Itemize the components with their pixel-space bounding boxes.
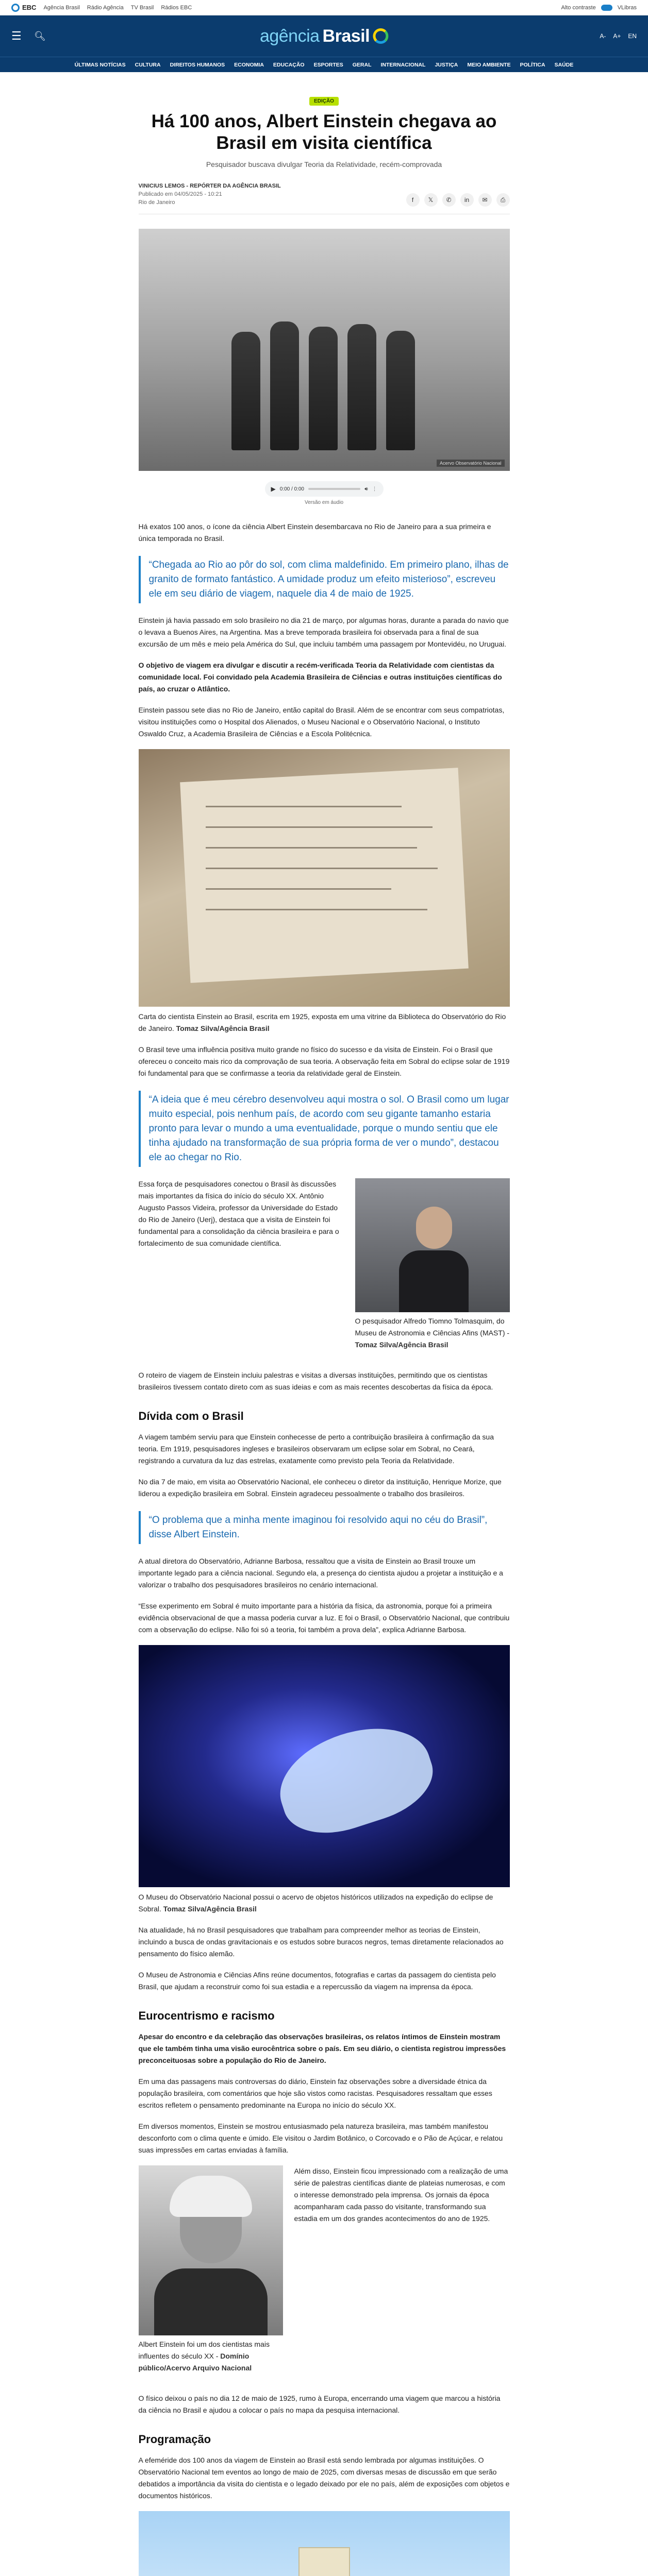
caption-text: Carta do cientista Einstein ao Brasil, escrita em 1925, exposta em uma vitrine da Biblioteca do Observatório do Rio de Janeiro. [138, 1012, 506, 1032]
article [139, 72, 510, 2576]
site-logo[interactable] [260, 26, 388, 46]
nav-item-ultimas[interactable]: ÚLTIMAS NOTÍCIAS [74, 61, 126, 68]
paragraph: Essa força de pesquisadores conectou o Brasil às discussões mais importantes da física do início do século XX. Antônio Augusto Passos Videira, professor da Universidade do Estado do Rio de Janeiro (Uerj), destaca que a visita de Einstein foi fundamental para a consolidação da ciência brasileira e para o fortalecimento de sua comunidade científica. [138, 1180, 339, 1247]
document-sheet [180, 768, 469, 983]
contrast-switch-icon[interactable] [601, 5, 612, 11]
article-subtitle: Pesquisador buscava divulgar Teoria da Relatividade, recém-comprovada [206, 160, 442, 168]
paragraph: Einstein passou sete dias no Rio de Janeiro, então capital do Brasil. Além de se encontrar com seus compatriotas, visitou instituições como o Hospital dos Alienados, o Museu Nacional e o Observatório Nacional, o Instituto Oswaldo Cruz, a Academia Brasileira de Ciências e a Escola Politécnica. [138, 706, 505, 738]
print-icon[interactable]: ⎙ [496, 193, 510, 207]
document-line [206, 806, 402, 807]
hero-photo [139, 229, 510, 471]
building-photo [139, 2511, 510, 2576]
contrast-toggle[interactable]: Alto contraste [561, 4, 596, 11]
logo-text-bold: Brasil [322, 26, 370, 46]
photo-figure [309, 327, 338, 450]
font-decrease-button[interactable]: A- [600, 32, 606, 40]
float-block [139, 2165, 510, 2383]
ebc-logo-icon [11, 4, 20, 12]
audio-player[interactable] [265, 481, 384, 497]
document-line [206, 868, 438, 869]
hamburger-menu-icon[interactable]: ☰ [11, 29, 22, 42]
section-heading: Programação [138, 2433, 211, 2446]
document-line [206, 888, 391, 890]
language-button[interactable]: EN [628, 32, 637, 40]
category-nav [0, 57, 648, 72]
audio-label: Versão em áudio [304, 500, 344, 505]
audio-time: 0:00 / 0:00 [279, 486, 304, 492]
search-icon[interactable]: 🔍︎ [34, 30, 46, 41]
linkedin-icon[interactable]: in [460, 193, 474, 207]
paragraph: Além disso, Einstein ficou impressionado com a realização de uma série de palestras científicas diante de plateias numerosas, e com o interesse demonstrado pela imprensa. Os jornais da época acompanharam cada passo do visitante, transformando sua estadia em um dos grandes acontecimentos do ano de 1925. [294, 2167, 508, 2223]
photo-hair [170, 2176, 252, 2217]
ebc-link[interactable]: Rádios EBC [161, 4, 192, 11]
document-line [206, 826, 433, 828]
paragraph: No dia 7 de maio, em visita ao Observatório Nacional, ele conheceu o diretor da instituição, Henrique Morize, que liderou a expedição brasileira em Sobral. Einstein agradeceu pessoalmente o trabalho dos brasileiros. [138, 1478, 502, 1498]
researcher-photo [355, 1178, 510, 1312]
caption-text: Albert Einstein foi um dos cientistas mais influentes do século XX - [138, 2340, 270, 2360]
nav-item-direitos-humanos[interactable]: DIREITOS HUMANOS [170, 61, 225, 68]
paragraph: O físico deixou o país no dia 12 de maio de 1925, rumo à Europa, encerrando uma viagem que marcou a história da ciência no Brasil e ajudou a colocar o país no mapa da pesquisa internacional. [138, 2394, 501, 2414]
document-line [206, 847, 417, 849]
gov-bar [0, 0, 648, 15]
pull-quote: “O problema que a minha mente imaginou foi resolvido aqui no céu do Brasil”, disse Albert Einstein. [139, 1511, 510, 1544]
caption-credit: Tomaz Silva/Agência Brasil [176, 1024, 270, 1032]
logo-text-light: agência [259, 26, 320, 46]
author-name: VINICIUS LEMOS - REPÓRTER DA AGÊNCIA BRASIL [138, 183, 281, 189]
vlibras-button[interactable]: VLibras [617, 4, 637, 11]
section-heading: Dívida com o Brasil [138, 1410, 244, 1422]
paragraph: O Museu de Astronomia e Ciências Afins reúne documentos, fotografias e cartas da passagem do cientista pelo Brasil, que ajudam a reconstruir como foi sua estadia e a repercussão da viagem na imprensa da época. [138, 1971, 496, 1991]
site-header [0, 15, 648, 57]
paragraph: O roteiro de viagem de Einstein incluiu palestras e visitas a diversas instituições, permitindo que os cientistas brasileiros tivessem contato direto com as suas ideias e com as mais recentes descobertas da física da época. [138, 1371, 493, 1391]
ebc-portal-links [43, 5, 192, 11]
photo-caption [355, 1315, 510, 1351]
email-icon[interactable]: ✉ [478, 193, 492, 207]
paragraph: O Brasil teve uma influência positiva muito grande no físico do sucesso e da visita de Einstein. Foi o Brasil que ofereceu o conceito mais rico da comprovação de sua teoria. A observação feita em Sobral do eclipse solar de 1919 foi fundamental para que se confirmasse a teoria da relatividade geral de Einstein. [138, 1045, 510, 1077]
photo-caption [139, 1011, 510, 1035]
paragraph: Há exatos 100 anos, o ícone da ciência Albert Einstein desembarcava no Rio de Janeiro para a sua primeira e única temporada no Brasil. [138, 522, 491, 543]
paragraph: A viagem também serviu para que Einstein conhecesse de perto a contribuição brasileira à confirmação da sua teoria. Em 1919, pesquisadores ingleses e brasileiros observaram um eclipse solar em Sobral, no Ceará, registrando a curvatura da luz das estrelas, exatamente como previsto pela Teoria da Relatividade. [138, 1433, 494, 1465]
nav-item-educacao[interactable]: EDUCAÇÃO [273, 61, 305, 68]
building-tower [298, 2547, 350, 2576]
volume-icon[interactable]: 🔊︎ [364, 486, 368, 492]
museum-photo [139, 1645, 510, 1887]
twitter-icon[interactable]: 𝕏 [424, 193, 438, 207]
location: Rio de Janeiro [138, 199, 175, 206]
paragraph: Apesar do encontro e da celebração das observações brasileiras, os relatos íntimos de Einstein mostram que ele também tinha uma visão eurocêntrica sobre o país. Em seu diário, o cientista registrou impressões preconceituosas sobre a população do Rio de Janeiro. [138, 2032, 506, 2064]
photo-figure [386, 331, 415, 450]
caption-credit: Domínio público/Acervo Arquivo Nacional [138, 2352, 252, 2372]
document-line [206, 909, 427, 910]
photo-torso [154, 2268, 268, 2335]
more-options-icon[interactable]: ⋮ [372, 486, 377, 492]
photo-torso [399, 1250, 469, 1312]
byline [139, 182, 281, 207]
font-increase-button[interactable]: A+ [613, 32, 621, 40]
whatsapp-icon[interactable]: ✆ [442, 193, 456, 207]
section-badge[interactable]: EDIÇÃO [309, 97, 339, 106]
play-icon[interactable]: ▶ [271, 485, 276, 493]
caption-credit: Tomaz Silva/Agência Brasil [163, 1905, 257, 1913]
nav-item-esportes[interactable]: ESPORTES [313, 61, 343, 68]
article-body [139, 521, 510, 2576]
museum-exhibit [267, 1711, 443, 1847]
paragraph: O objetivo de viagem era divulgar e discutir a recém-verificada Teoria da Relatividade com cientistas da comunidade local. Foi convidado pela Academia Brasileira de Ciências e outras instituições científicas do país, ao cruzar o Atlântico. [138, 661, 502, 693]
paragraph: A atual diretora do Observatório, Adrianne Barbosa, ressaltou que a visita de Einstein ao Brasil trouxe um importante legado para a ciência nacional. Segundo ela, a presença do cientista ajudou a projetar a instituição e a valorizar o trabalho dos pesquisadores brasileiros no cenário internacional. [138, 1557, 503, 1589]
paragraph: Em diversos momentos, Einstein se mostrou entusiasmado pela natureza brasileira, mas também manifestou desconforto com o clima quente e úmido. Ele visitou o Jardim Botânico, o Corcovado e o Pão de Açúcar, e relatou suas impressões em cartas enviadas à família. [138, 2122, 503, 2154]
pull-quote: “Chegada ao Rio ao pôr do sol, com clima maldefinido. Em primeiro plano, ilhas de granito de formato fantástico. A umidade produz um efeito misterioso”, escreveu ele em seu diário de viagem, naquele dia 4 de maio de 1925. [139, 556, 510, 603]
nav-item-saude[interactable]: SAÚDE [554, 61, 574, 68]
nav-item-meio-ambiente[interactable]: MEIO AMBIENTE [467, 61, 511, 68]
facebook-icon[interactable]: f [406, 193, 420, 207]
nav-item-internacional[interactable]: INTERNACIONAL [380, 61, 426, 68]
pull-quote: “A ideia que é meu cérebro desenvolveu aqui mostra o sol. O Brasil como um lugar muito especial, pois nenhum país, de acordo com seu gigante tamanho estaria pronto para levar o mundo a uma eventualidade, porque o mundo sentiu que ele tinha ajudado na transformação de sua própria forma de ver o mundo”, destacou ele ao chegar no Rio. [139, 1091, 510, 1167]
nav-item-politica[interactable]: POLÍTICA [520, 61, 545, 68]
photo-caption [139, 1891, 510, 1915]
photo-caption [139, 2338, 283, 2374]
article-meta [139, 182, 510, 214]
photo-figure [231, 332, 260, 450]
paragraph: Em uma das passagens mais controversas do diário, Einstein faz observações sobre a diversidade étnica da população brasileira, com comentários que hoje são vistos como racistas. Pesquisadores ressaltam que esses escritos refletem o pensamento predominante na Europa no início do século XX. [138, 2077, 492, 2109]
nav-item-economia[interactable]: ECONOMIA [234, 61, 264, 68]
caption-credit: Tomaz Silva/Agência Brasil [355, 1341, 448, 1349]
nav-item-cultura[interactable]: CULTURA [135, 61, 161, 68]
publish-date: Publicado em 04/05/2025 - 10:21 [138, 191, 222, 197]
logo-ring-icon [373, 28, 388, 44]
ebc-link[interactable]: Agência Brasil [43, 4, 80, 11]
article-title: Há 100 anos, Albert Einstein chegava ao Brasil em visita científica [151, 111, 497, 153]
nav-item-geral[interactable]: GERAL [352, 61, 372, 68]
ebc-link[interactable]: TV Brasil [130, 4, 154, 11]
float-image [355, 1178, 510, 1360]
ebc-link[interactable]: Rádio Agência [87, 4, 124, 11]
photo-credit: Acervo Observatório Nacional [437, 460, 505, 467]
photo-head [416, 1207, 452, 1249]
document-photo [139, 749, 510, 1007]
paragraph: Einstein já havia passado em solo brasileiro no dia 21 de março, por algumas horas, durante a parada do navio que o levava a Buenos Aires, na Argentina. Mas a breve temporada brasileira foi observada para a final de sua excursão de um mês e meio pela América do Sul, que incluiu também uma passagem por Montevidéu, no Uruguai. [138, 616, 509, 648]
section-heading: Eurocentrismo e racismo [138, 2009, 275, 2022]
caption-text: O Museu do Observatório Nacional possui o acervo de objetos históricos utilizados na expedição do eclipse de Sobral. [138, 1893, 493, 1913]
caption-text: O pesquisador Alfredo Tiomno Tolmasquim, do Museu de Astronomia e Ciências Afins (MAST) - [355, 1317, 510, 1337]
float-image [139, 2165, 283, 2383]
paragraph: Na atualidade, há no Brasil pesquisadores que trabalham para compreender melhor as teorias de Einstein, incluindo a busca de ondas gravitacionais e os estudos sobre buracos negros, temas diretamente relacionados ao pensamento do físico alemão. [138, 1926, 504, 1958]
ebc-logo[interactable] [11, 4, 36, 12]
einstein-photo [139, 2165, 283, 2335]
nav-item-justica[interactable]: JUSTIÇA [435, 61, 458, 68]
share-buttons [406, 193, 510, 207]
photo-figure [347, 324, 376, 450]
ebc-logo-text: EBC [22, 4, 37, 11]
paragraph: “Esse experimento em Sobral é muito importante para a história da física, da astronomia, porque foi a primeira evidência observacional de que a massa poderia curvar a luz. E foi o Brasil, o Observatório Nacional, que contribuiu com a observação do eclipse. Não foi só a teoria, foi também a prova dela”, explica Adrianne Barbosa. [138, 1602, 510, 1634]
photo-figure [270, 321, 299, 450]
audio-progress-bar[interactable] [308, 488, 360, 490]
paragraph: A efeméride dos 100 anos da viagem de Einstein ao Brasil está sendo lembrada por algumas instituições. O Observatório Nacional tem eventos ao longo de maio de 2025, com diversas mesas de discussão em que serão debatidos a importância da visita do cientista e o legado deixado por ele no país, além de exposições com objetos e documentos históricos. [138, 2456, 510, 2500]
float-block [139, 1178, 510, 1360]
